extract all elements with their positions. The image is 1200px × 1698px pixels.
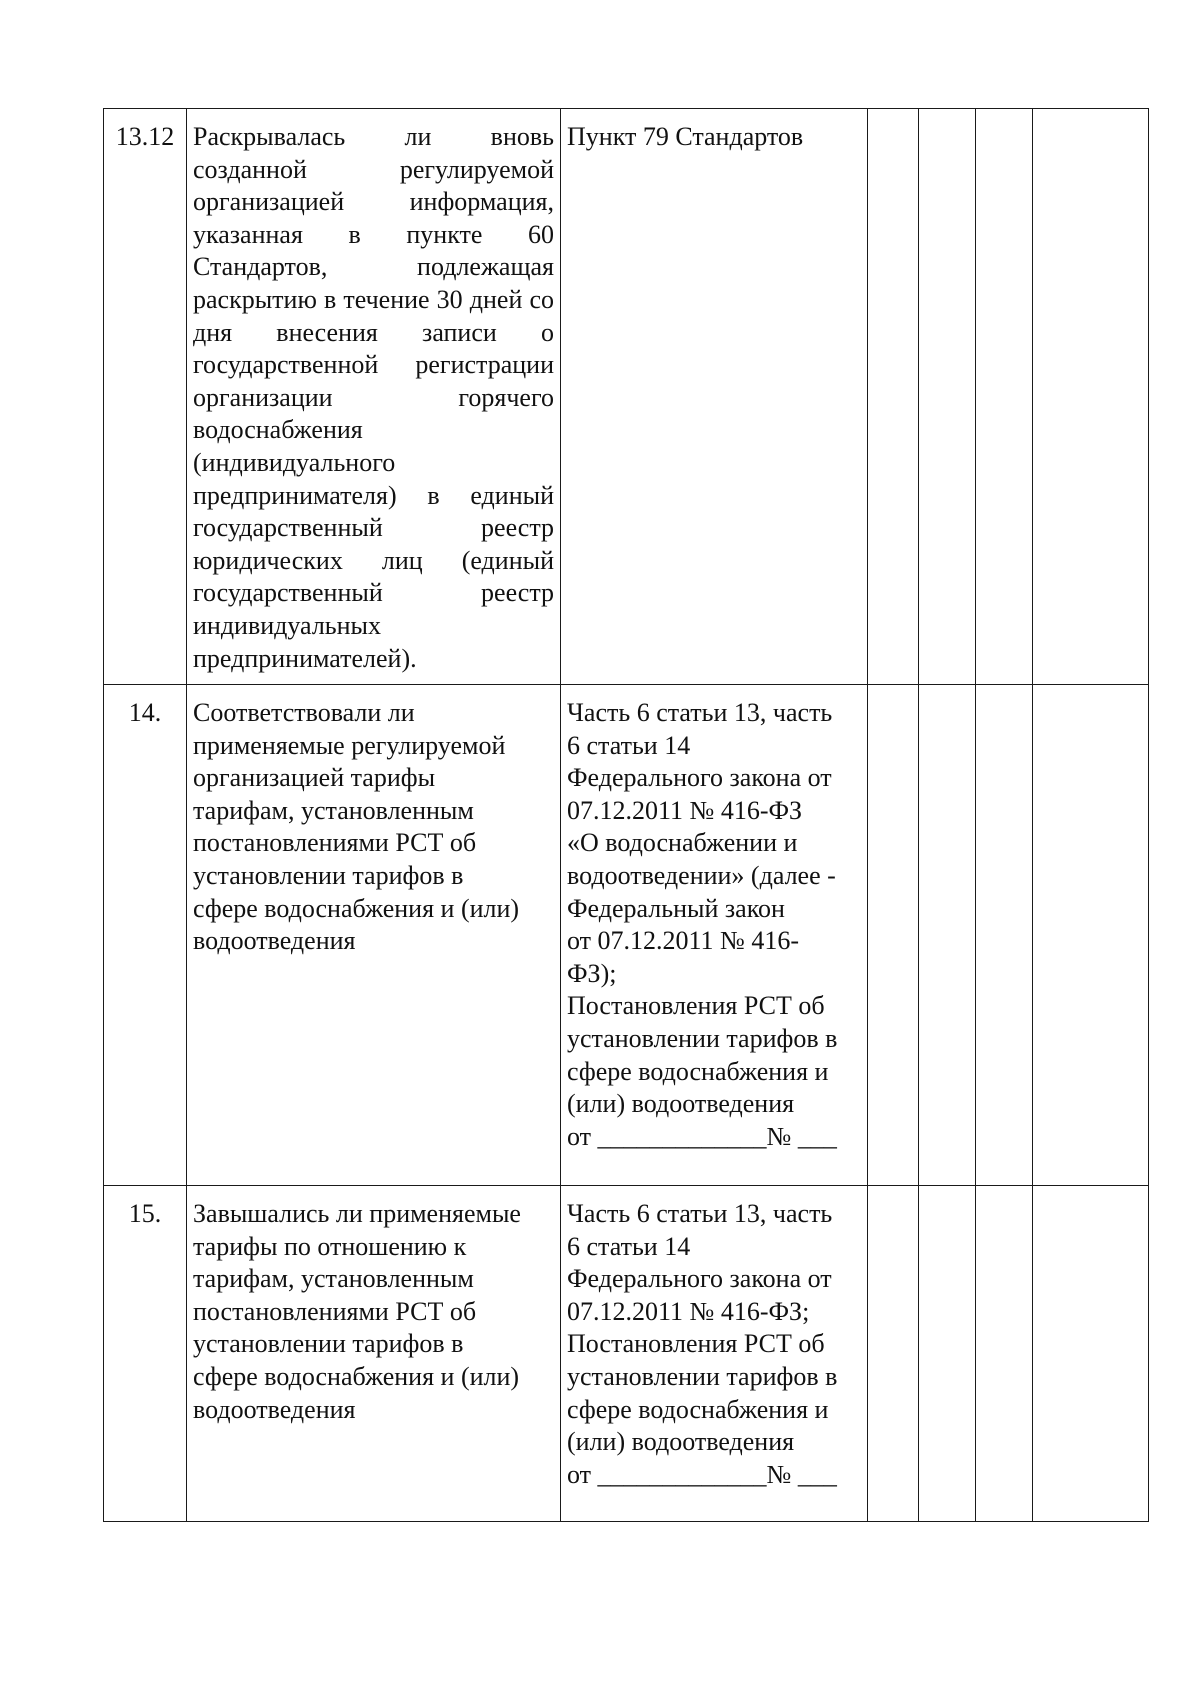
answer-cell-2[interactable] bbox=[919, 109, 976, 685]
table-row bbox=[104, 1186, 1149, 1522]
note-cell[interactable] bbox=[1033, 109, 1149, 685]
question-cell: Соответствовали ли применяемые регулируемой организацией тарифы тарифам, установленным постановлениями РСТ об установлении тарифов в сфере водоснабжения и (или) водоотведения bbox=[187, 685, 561, 1186]
row-number: 13.12 bbox=[104, 109, 187, 685]
table-row bbox=[104, 109, 1149, 685]
answer-cell-3[interactable] bbox=[976, 685, 1033, 1186]
note-cell[interactable] bbox=[1033, 1186, 1149, 1522]
reference-cell: Часть 6 статьи 13, часть 6 статьи 14 Федерального закона от 07.12.2011 № 416-ФЗ «О водоснабжении и водоотведении» (далее - Федеральный закон от 07.12.2011 № 416- ФЗ); Постановления РСТ об установлении тарифов в сфере водоснабжения и (или) водоотведения от _____________№ ___ bbox=[561, 685, 868, 1186]
answer-cell-3[interactable] bbox=[976, 1186, 1033, 1522]
row-number: 15. bbox=[104, 1186, 187, 1522]
answer-cell-1[interactable] bbox=[868, 1186, 919, 1522]
answer-cell-2[interactable] bbox=[919, 685, 976, 1186]
answer-cell-2[interactable] bbox=[919, 1186, 976, 1522]
answer-cell-1[interactable] bbox=[868, 109, 919, 685]
question-cell: Завышались ли применяемые тарифы по отношению к тарифам, установленным постановлениями РСТ об установлении тарифов в сфере водоснабжения и (или) водоотведения bbox=[187, 1186, 561, 1522]
table-row bbox=[104, 685, 1149, 1186]
checklist-table bbox=[103, 108, 1149, 1522]
note-cell[interactable] bbox=[1033, 685, 1149, 1186]
reference-cell: Пункт 79 Стандартов bbox=[561, 109, 868, 685]
answer-cell-1[interactable] bbox=[868, 685, 919, 1186]
question-cell: Раскрывалась ли вновь созданной регулируемой организацией информация, указанная в пункте 60 Стандартов, подлежащая раскрытию в течение 30 дней со дня внесения записи о государственной регистрации организации горячего водоснабжения (индивидуального предпринимателя) в единый государственный реестр юридических лиц (единый государственный реестр индивидуальных предпринимателей). bbox=[187, 109, 561, 685]
answer-cell-3[interactable] bbox=[976, 109, 1033, 685]
reference-cell: Часть 6 статьи 13, часть 6 статьи 14 Федерального закона от 07.12.2011 № 416-ФЗ; Постановления РСТ об установлении тарифов в сфере водоснабжения и (или) водоотведения от _____________№ ___ bbox=[561, 1186, 868, 1522]
row-number: 14. bbox=[104, 685, 187, 1186]
